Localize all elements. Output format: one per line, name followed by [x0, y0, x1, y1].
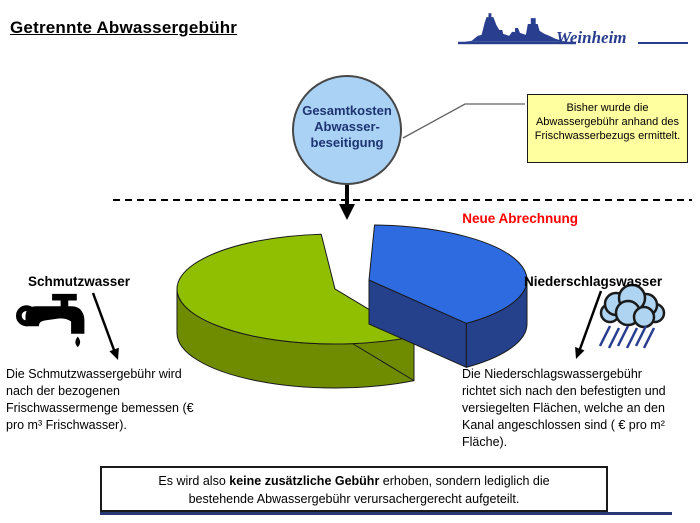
conclusion-line1-bold: keine zusätzliche Gebühr [229, 474, 380, 488]
footer-rule [100, 512, 672, 515]
total-cost-circle [292, 75, 402, 185]
conclusion-line1-prefix: Es wird also [158, 474, 230, 488]
schmutzwasser-label: Schmutzwasser [28, 274, 131, 289]
connector-line [403, 104, 525, 138]
conclusion-line1-suffix: erhoben, sondern lediglich die [379, 474, 550, 488]
pie-chart [177, 225, 527, 388]
niederschlagswasser-arrow [575, 291, 601, 359]
circle-line-1: Gesamtkosten [302, 103, 392, 118]
new-billing-label: Neue Abrechnung [462, 211, 578, 226]
circle-line-2: Abwasser- [314, 119, 380, 134]
circle-line-3: beseitigung [310, 135, 384, 150]
conclusion-box [100, 466, 608, 512]
history-note-box: Bisher wurde die Abwassergebühr anhand des Frischwasserbezugs ermittelt. [527, 94, 688, 163]
logo-wordmark: Weinheim [556, 28, 627, 47]
page-title: Getrennte Abwassergebühr [10, 18, 238, 37]
flow-down-arrow [339, 184, 355, 220]
conclusion-line2: bestehende Abwassergebühr verursachergerecht aufgeteilt. [188, 492, 520, 506]
schmutzwasser-description: Die Schmutzwassergebühr wird nach der bezogenen Frischwassermenge bemessen (€ pro m³ Frischwasser). [6, 367, 194, 432]
rain-cloud-icon [600, 285, 664, 348]
schmutzwasser-arrow [93, 293, 119, 360]
niederschlagswasser-description: Die Niederschlagswassergebühr richtet sich nach den befestigten und versiegelten Flächen, welche an den Kanal angeschlossen sind ( € pro m² Fläche). [462, 367, 666, 449]
faucet-icon [19, 294, 85, 347]
niederschlagswasser-label: Niederschlagswasser [524, 274, 663, 289]
